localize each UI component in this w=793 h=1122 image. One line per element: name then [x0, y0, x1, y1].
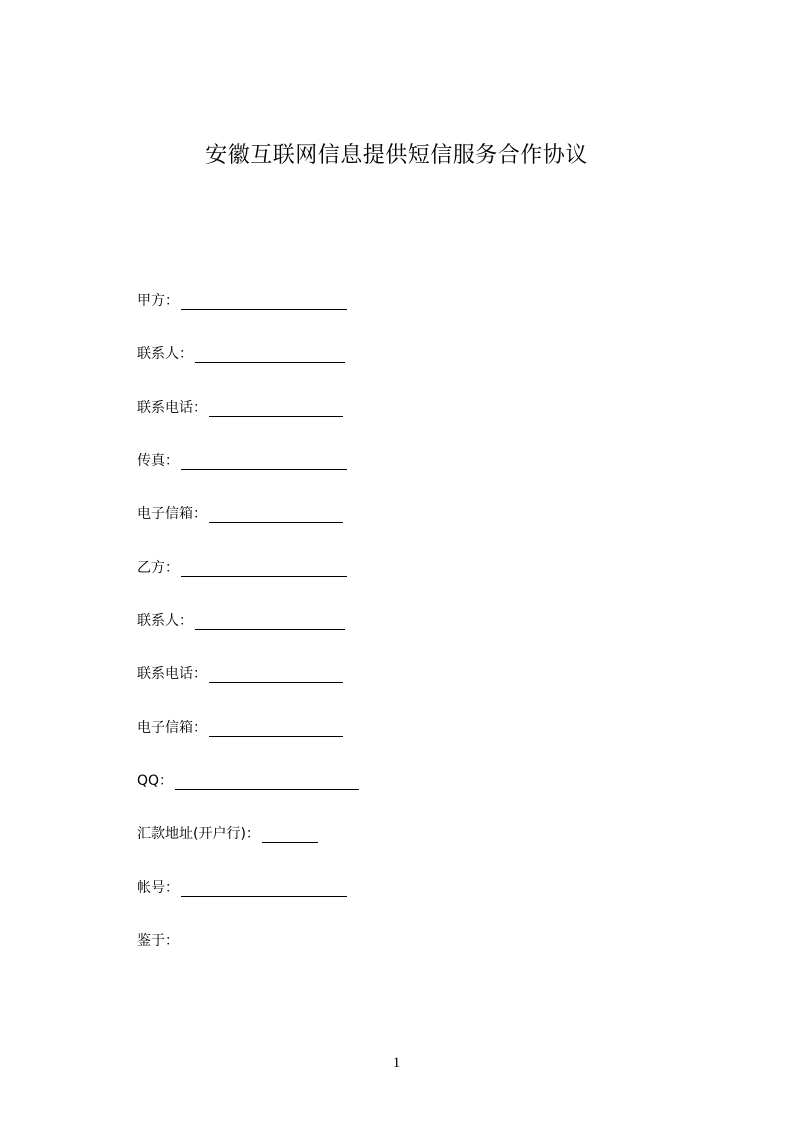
remittance-address-label: 汇款地址(开户行)：: [137, 826, 260, 842]
party-a-fax-blank: [181, 455, 347, 470]
party-a-fax-label: 传真：: [137, 453, 179, 469]
whereas-field: [137, 930, 179, 950]
party-b-email-blank: [209, 722, 343, 737]
party-b-contact-blank: [195, 615, 345, 630]
party-a-blank: [181, 295, 347, 310]
party-b-qq-field: [137, 770, 359, 790]
party-a-email-field: [137, 503, 343, 523]
party-a-phone-label: 联系电话：: [137, 400, 207, 416]
party-b-qq-blank: [175, 775, 359, 790]
remittance-address-blank: [262, 828, 318, 843]
party-b-contact-label: 联系人：: [137, 613, 193, 629]
account-number-field: [137, 877, 347, 897]
party-b-phone-field: [137, 663, 343, 683]
party-a-label: 甲方：: [137, 293, 179, 309]
document-title: 安徽互联网信息提供短信服务合作协议: [205, 143, 588, 168]
party-a-phone-blank: [209, 402, 343, 417]
party-a-field: [137, 290, 347, 310]
remittance-address-field: [137, 823, 318, 843]
party-a-contact-label: 联系人：: [137, 346, 193, 362]
party-b-email-field: [137, 717, 343, 737]
party-b-email-label: 电子信箱：: [137, 720, 207, 736]
party-a-contact-blank: [195, 348, 345, 363]
party-a-email-label: 电子信箱：: [137, 506, 207, 522]
party-b-contact-field: [137, 610, 345, 630]
account-number-blank: [181, 882, 347, 897]
page-number: 1: [392, 1055, 401, 1071]
party-b-qq-label: QQ：: [137, 773, 174, 789]
party-a-contact-field: [137, 343, 345, 363]
party-a-email-blank: [209, 508, 343, 523]
party-b-blank: [181, 562, 347, 577]
party-b-field: [137, 557, 347, 577]
party-b-phone-label: 联系电话：: [137, 666, 207, 682]
party-b-phone-blank: [209, 668, 343, 683]
party-a-phone-field: [137, 397, 343, 417]
party-a-fax-field: [137, 450, 347, 470]
whereas-label: 鉴于：: [137, 933, 179, 949]
party-b-label: 乙方：: [137, 560, 179, 576]
account-number-label: 帐号：: [137, 880, 179, 896]
